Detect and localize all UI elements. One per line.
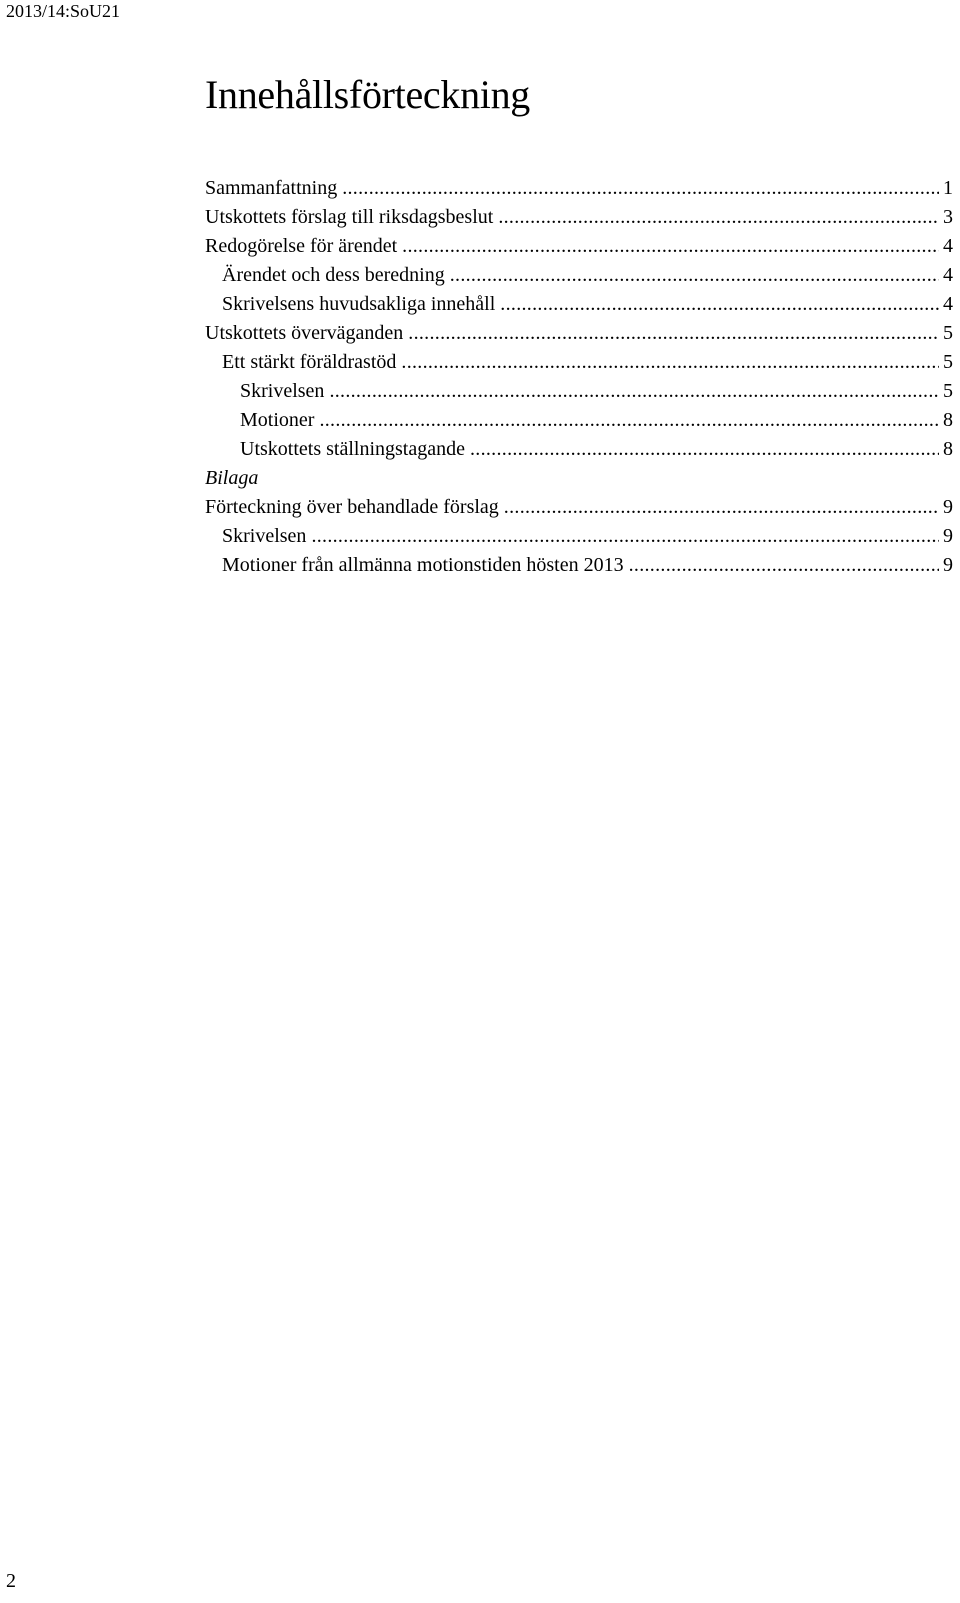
toc-page-number: 9 (943, 525, 953, 547)
toc-leader-dots (401, 348, 939, 377)
toc-leader-dots (500, 290, 939, 319)
toc-entry-label: Motioner från allmänna motionstiden hösten 2013 (222, 554, 624, 576)
toc-page-number: 9 (943, 496, 953, 518)
toc-entry-stallningstagande[interactable] (205, 435, 953, 464)
toc-entry-label: Ett stärkt föräldrastöd (222, 351, 397, 373)
toc-entry-label: Skrivelsens huvudsakliga innehåll (222, 293, 496, 315)
toc-leader-dots (408, 319, 939, 348)
toc-entry-label: Utskottets förslag till riksdagsbeslut (205, 206, 494, 228)
toc-leader-dots (342, 174, 939, 203)
toc-leader-dots (319, 406, 939, 435)
toc-entry-redogorelse[interactable] (205, 232, 953, 261)
toc-page-number: 4 (943, 264, 953, 286)
toc-entry-label: Ärendet och dess beredning (222, 264, 445, 286)
table-of-contents (205, 174, 953, 580)
toc-page-number: 4 (943, 293, 953, 315)
toc-leader-dots (629, 551, 939, 580)
page-title: Innehållsförteckning (205, 72, 530, 117)
toc-entry-skrivelsen[interactable] (205, 377, 953, 406)
toc-entry-skrivelsens-innehall[interactable] (205, 290, 953, 319)
toc-page-number: 5 (943, 322, 953, 344)
toc-entry-label: Sammanfattning (205, 177, 338, 199)
toc-section-label: Bilaga (205, 467, 259, 489)
toc-page-number: 8 (943, 409, 953, 431)
toc-entry-motioner[interactable] (205, 406, 953, 435)
document-reference: 2013/14:SoU21 (6, 1, 121, 21)
toc-entry-bilaga-skrivelsen[interactable] (205, 522, 953, 551)
toc-entry-label: Förteckning över behandlade förslag (205, 496, 499, 518)
toc-entry-label: Motioner (240, 409, 315, 431)
toc-page-number: 4 (943, 235, 953, 257)
toc-section-bilaga (205, 464, 953, 493)
page-number: 2 (6, 1570, 16, 1592)
toc-entry-label: Skrivelsen (240, 380, 325, 402)
toc-entry-sammanfattning[interactable] (205, 174, 953, 203)
toc-page-number: 5 (943, 380, 953, 402)
toc-leader-dots (504, 493, 939, 522)
toc-entry-motioner-allmanna[interactable] (205, 551, 953, 580)
toc-entry-foraldrastod[interactable] (205, 348, 953, 377)
toc-entry-utskottets-overvaganden[interactable] (205, 319, 953, 348)
toc-entry-utskottets-forslag[interactable] (205, 203, 953, 232)
toc-leader-dots (498, 203, 939, 232)
toc-page-number: 8 (943, 438, 953, 460)
toc-entry-label: Utskottets ställningstagande (240, 438, 465, 460)
toc-leader-dots (402, 232, 939, 261)
toc-entry-arendet-beredning[interactable] (205, 261, 953, 290)
toc-entry-label: Utskottets överväganden (205, 322, 404, 344)
toc-leader-dots (470, 435, 939, 464)
toc-page-number: 1 (943, 177, 953, 199)
toc-entry-label: Skrivelsen (222, 525, 307, 547)
toc-leader-dots (311, 522, 939, 551)
toc-leader-dots (450, 261, 939, 290)
toc-page-number: 3 (943, 206, 953, 228)
toc-entry-forteckning-forslag[interactable] (205, 493, 953, 522)
toc-page-number: 5 (943, 351, 953, 373)
toc-page-number: 9 (943, 554, 953, 576)
toc-entry-label: Redogörelse för ärendet (205, 235, 398, 257)
toc-leader-dots (329, 377, 939, 406)
